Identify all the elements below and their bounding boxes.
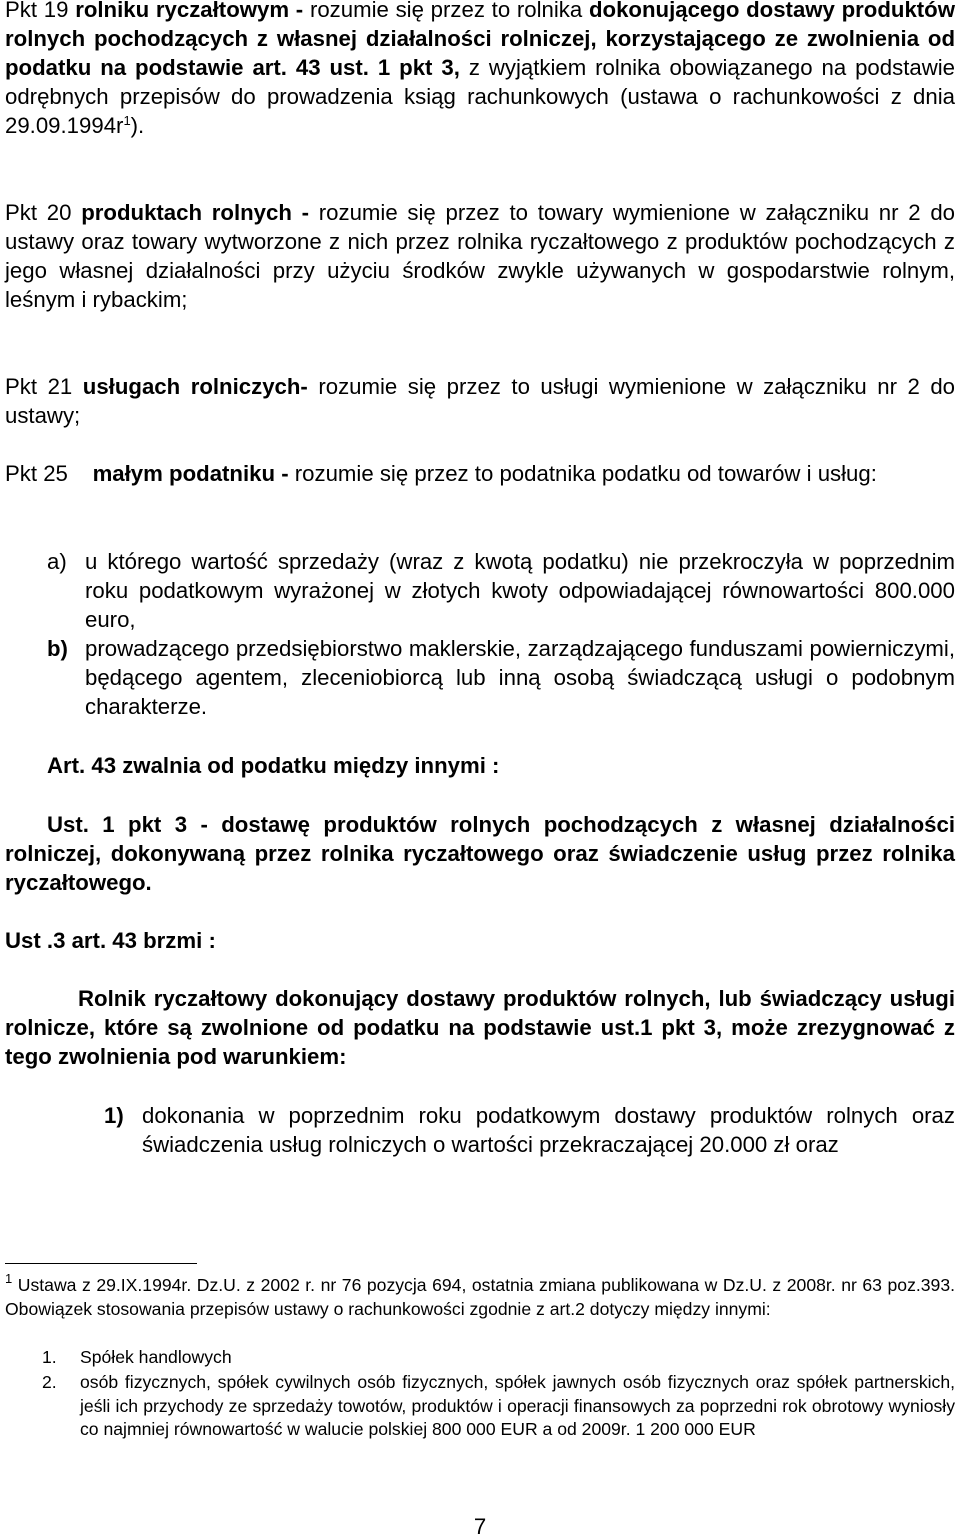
- condition-item-1: [104, 1101, 955, 1188]
- footnote-list-item-2: [42, 1371, 955, 1467]
- definition-text-end: ).: [130, 113, 145, 138]
- footnote-divider: [5, 1263, 197, 1264]
- footnote-list-label: 2.: [42, 1372, 57, 1392]
- paragraph-pkt-19: [5, 0, 955, 140]
- definition-text: rozumie się przez to towary wymienione w załączniku nr 2 do ustawy oraz towary wytworzone z nich przez rolnika ryczałtowego z produktów pochodzących z jego własnej działalności przy użyciu środków zwykle używanych w gospodarstwie rolnym, leśnym i rybackim;: [5, 200, 955, 312]
- footnote-reference[interactable]: 1: [123, 113, 131, 128]
- list-item-b: [47, 634, 955, 721]
- condition-text: dokonania w poprzednim roku podatkowym dostawy produktów rolnych oraz świadczenia usług rolniczych o wartości przekraczającej 20.000 zł oraz: [142, 1103, 955, 1157]
- footnote-text: Ustawa z 29.IX.1994r. Dz.U. z 2002 r. nr 76 pozycja 694, ostatnia zmiana publikowana w Dz.U. z 2008r. nr 63 poz.393. Obowiązek stosowania przepisów ustawy o rachunkowości zgodnie z art.2 dotyczy między innymi:: [5, 1275, 955, 1319]
- paragraph-ust-1: [5, 810, 955, 897]
- ust-1-text: Ust. 1 pkt 3 - dostawę produktów rolnych pochodzących z własnej działalności rolniczej, dokonywaną przez rolnika ryczałtowego oraz świadczenie usług przez rolnika ryczałtowego.: [5, 812, 955, 895]
- paragraph-pkt-25: [5, 459, 955, 488]
- ust-3-text: Rolnik ryczałtowy dokonujący dostawy produktów rolnych, lub świadczący usługi rolnicze, które są zwolnione od podatku na podstawie ust.1 pkt 3, może zrezygnować z tego zwolnienia pod warunkiem:: [5, 986, 955, 1069]
- paragraph-pkt-20: [5, 198, 955, 314]
- footnote-list-label: 1.: [42, 1347, 57, 1367]
- defined-term: usługach rolniczych-: [82, 374, 308, 399]
- ust-3-heading: Ust .3 art. 43 brzmi :: [5, 928, 216, 953]
- article-heading: Art. 43 zwalnia od podatku między innymi :: [47, 753, 500, 778]
- footnote: [5, 1271, 955, 1321]
- definition-bold-text: dokonującego dostawy produktów rolnych pochodzących z własnej działalności rolniczej, korzystającego ze zwolnienia od podatku na podstawie art. 43 ust. 1 pkt 3,: [5, 0, 955, 80]
- list-item-text: prowadzącego przedsiębiorstwo maklerskie, zarządzającego funduszami powierniczymi, będącego agentem, zleceniobiorcą lub inną osobą świadczącą usługi o podobnym charakterze.: [85, 636, 955, 719]
- point-label: Pkt 20: [5, 200, 72, 225]
- defined-term: małym podatniku -: [92, 461, 289, 486]
- paragraph-pkt-21: [5, 372, 955, 430]
- paragraph-ust-3: [5, 984, 955, 1071]
- definition-text: rozumie się przez to rolnika: [309, 0, 583, 22]
- footnote-marker: 1: [5, 1271, 13, 1286]
- condition-label: 1): [104, 1103, 124, 1128]
- footnote-list-text: Spółek handlowych: [80, 1347, 232, 1367]
- footnote-list-text: osób fizycznych, spółek cywilnych osób fizycznych, spółek jawnych osób fizycznych oraz spółek partnerskich, jeśli ich przychody ze sprzedaży towotów, produktów i operacji finansowych za poprzedni rok obrotowy wyniosły co najmniej równowartość w walucie polskiej 800 000 EUR a od 2009r. 1 200 000 EUR: [80, 1372, 955, 1439]
- definition-text: rozumie się przez to usługi wymienione w załączniku nr 2 do ustawy;: [5, 374, 956, 428]
- list-item-label: a): [47, 549, 67, 574]
- point-label: Pkt 19: [5, 0, 69, 22]
- defined-term: produktach rolnych -: [81, 200, 310, 225]
- list-item-a: [47, 547, 955, 634]
- defined-term: rolniku ryczałtowym -: [75, 0, 304, 22]
- point-label: Pkt 25: [5, 461, 68, 486]
- page-number: 7: [473, 1514, 487, 1539]
- footnote-list-item-1: [42, 1346, 955, 1370]
- list-item-label: b): [47, 636, 68, 661]
- point-label: Pkt 21: [5, 374, 73, 399]
- definition-text: z wyjątkiem rolnika obowiązanego na podstawie odrębnych przepisów do prowadzenia ksiąg rachunkowych (ustawa o rachunkowości z dnia 29.09.1994r: [5, 55, 955, 138]
- definition-text: rozumie się przez to podatnika podatku od towarów i usług:: [294, 461, 877, 486]
- list-item-text: u którego wartość sprzedaży (wraz z kwotą podatku) nie przekroczyła w poprzednim roku podatkowym wyrażonej w złotych kwoty odpowiadającej równowartości 800.000 euro,: [85, 549, 955, 632]
